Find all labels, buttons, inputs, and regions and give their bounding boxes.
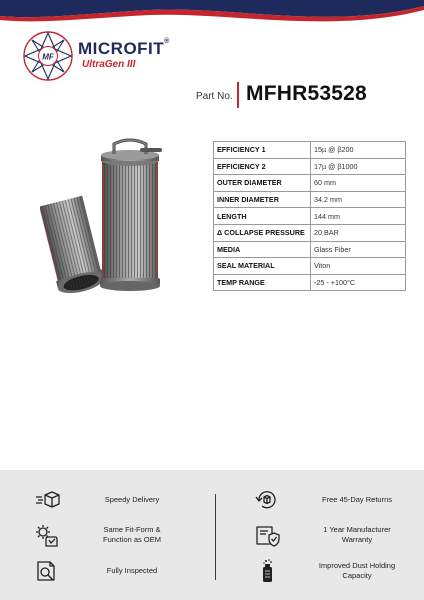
feature-text: Free 45-Day Returns — [321, 494, 393, 504]
spec-row — [214, 258, 406, 275]
brand-name — [78, 39, 170, 59]
brand-name-text: MICROFIT — [78, 39, 165, 58]
spec-name: LENGTH — [214, 208, 311, 225]
feature-text: Same Fit-Form & Function as OEM — [103, 524, 161, 544]
feature-fit-form-function — [34, 522, 168, 548]
emblem-text: MF — [42, 52, 54, 62]
feature-text: Fully Inspected — [106, 565, 158, 575]
spec-row — [214, 191, 406, 208]
spec-name: Δ COLLAPSE PRESSURE — [214, 224, 311, 241]
part-number-label: Part No. — [196, 91, 233, 102]
feature-speedy-delivery — [34, 487, 168, 513]
spec-value: Glass Fiber — [311, 241, 406, 258]
registered-mark: ® — [164, 38, 170, 45]
part-number: MFHR53528 — [246, 82, 367, 105]
spec-value: 144 mm — [311, 208, 406, 225]
feature-text: Speedy Delivery — [104, 494, 160, 504]
spec-row — [214, 241, 406, 258]
feature-text: 1 Year Manufacturer Warranty — [323, 524, 391, 544]
returns-icon — [254, 487, 280, 513]
spec-table — [213, 141, 406, 291]
part-number-divider — [237, 82, 239, 108]
spec-name: MEDIA — [214, 241, 311, 258]
inspected-icon — [34, 558, 60, 584]
spec-row — [214, 175, 406, 192]
fit-form-function-icon — [34, 522, 60, 548]
feature-returns — [254, 487, 398, 513]
feature-fully-inspected — [34, 558, 168, 584]
dust-capacity-icon — [254, 558, 280, 584]
spec-row — [214, 208, 406, 225]
spec-value: 17µ @ β1000 — [311, 158, 406, 175]
sub-brand-name: UltraGen III — [82, 59, 136, 70]
spec-value: 20 BAR — [311, 224, 406, 241]
spec-row — [214, 158, 406, 175]
feature-dust-capacity — [254, 558, 398, 584]
spec-row — [214, 224, 406, 241]
spec-name: INNER DIAMETER — [214, 191, 311, 208]
spec-name: EFFICIENCY 1 — [214, 142, 311, 159]
spec-name: TEMP RANGE — [214, 274, 311, 291]
spec-row — [214, 142, 406, 159]
spec-value: -25 - +100°C — [311, 274, 406, 291]
spec-value: 15µ @ β200 — [311, 142, 406, 159]
speedy-delivery-icon — [34, 487, 60, 513]
spec-value: 34.2 mm — [311, 191, 406, 208]
brand-logo — [22, 30, 182, 82]
microfit-emblem-icon — [22, 30, 74, 82]
filter-element-image — [40, 138, 172, 298]
feature-text: Improved Dust Holding Capacity — [318, 560, 396, 580]
footer-divider — [215, 494, 216, 580]
spec-name: SEAL MATERIAL — [214, 258, 311, 275]
spec-name: OUTER DIAMETER — [214, 175, 311, 192]
spec-row — [214, 274, 406, 291]
feature-warranty — [254, 522, 398, 548]
spec-value: 60 mm — [311, 175, 406, 192]
warranty-icon — [254, 522, 280, 548]
spec-name: EFFICIENCY 2 — [214, 158, 311, 175]
features-footer — [0, 470, 424, 600]
spec-value: Viton — [311, 258, 406, 275]
